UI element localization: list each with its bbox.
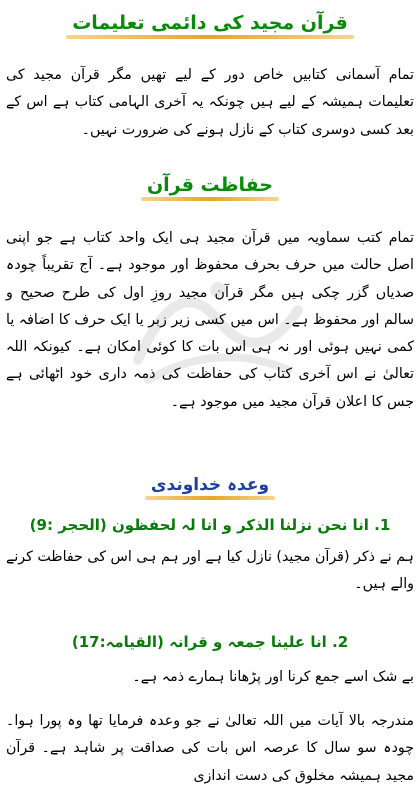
verse-1: 1. انا نحن نزلنا الذکر و انا لہ لحفظون (الحجر :9) bbox=[29, 516, 391, 534]
section1-title: قرآن مجید کی دائمی تعلیمات bbox=[66, 12, 354, 34]
section2-paragraph: تمام کتب سماویہ میں قرآن مجید ہی ایک واحد کتاب ہے جو اپنی اصل حالت میں حرف بحرف محفوظ اور موجود ہے۔ آج تقریباً چودہ صدیاں گزر چکی ہیں مگر قرآن مجید روزِ اول کی طرح صحیح و سالم اور محفوظ ہے۔ اس میں کسی زیر زبر یا ایک حرف کا اضافہ یا کمی نہیں ہوئی اور نہ ہی اس بات کا کوئی امکان ہے۔ کیونکہ اللہ تعالیٰ نے اس آخری کتاب کی حفاظت کی ذمہ داری خود اٹھائی ہے جس کا اعلان قرآن مجید میں موجود ہے۔ bbox=[6, 230, 414, 410]
section2-heading bbox=[0, 174, 420, 196]
section3-title: وعدہ خداوندی bbox=[145, 474, 275, 495]
section1-heading bbox=[0, 12, 420, 34]
verse-1-wrap bbox=[0, 515, 420, 534]
section1-paragraph: تمام آسمانی کتابیں خاص دور کے لیے تھیں مگر قرآن مجید کی تعلیمات ہمیشہ کے لیے ہیں چونکہ یہ آخری الہامی کتاب ہے اس کے بعد کسی دوسری کتاب کے نازل ہونے کی ضرورت نہیں۔ bbox=[6, 67, 414, 138]
verse-2-translation: بے شک اسے جمع کرنا اور پڑھانا ہمارے ذمہ ہے۔ bbox=[132, 669, 414, 685]
verse-1-translation: ہم نے ذکر (قرآن مجید) نازل کیا ہے اور ہم ہی اس کی حفاظت کرنے والے ہیں۔ bbox=[6, 549, 414, 593]
verse-2-wrap bbox=[0, 632, 420, 651]
section2-title: حفاظت قرآن bbox=[141, 174, 279, 196]
verse-2: 2. انا علینا جمعہ و قرانہ (القیامہ:17) bbox=[71, 633, 349, 651]
section3-heading bbox=[0, 474, 420, 495]
closing-paragraph: مندرجہ بالا آیات میں اللہ تعالیٰ نے جو وعدہ فرمایا تھا وہ پورا ہوا۔ چودہ سو سال کا عرصہ اس بات کی صداقت پر شاہد ہے۔ قرآن مجید ہمیشہ مخلوق کی دست اندازی bbox=[6, 713, 414, 784]
